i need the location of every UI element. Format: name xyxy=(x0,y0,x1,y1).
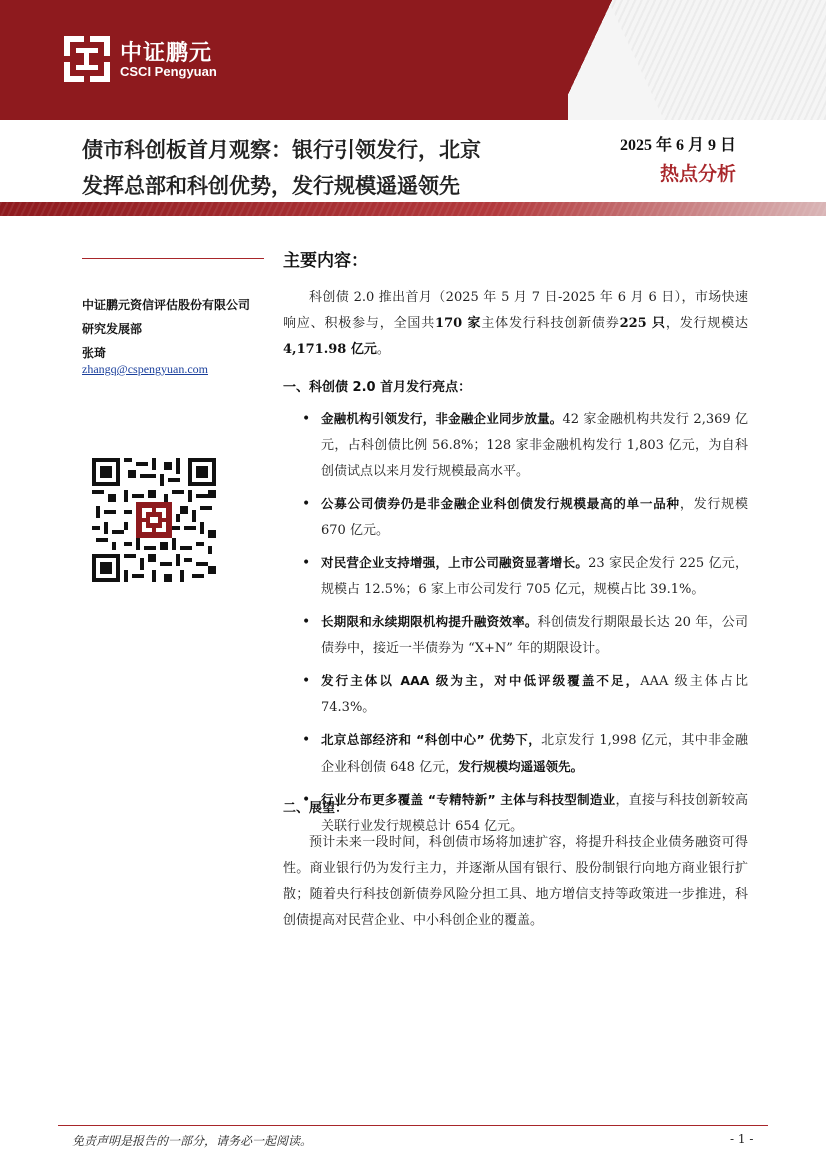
intro-text-c: 主体发行科技创新债券 xyxy=(481,316,620,331)
list-item xyxy=(300,727,748,781)
bullet-bold: 对民营企业支持增强，上市公司融资显著增长。 xyxy=(321,555,589,570)
bullet-text: 科创债发行期限最长达 20 年，公司债券中，接近一半债券为 “X+N” 年的期限设计。 xyxy=(321,615,748,656)
bullet-text: ，直接与科技创新较高关联行业发行规模总计 654 亿元。 xyxy=(321,793,748,834)
bullet-bold: 北京总部经济和 “科创中心” 优势下， xyxy=(321,732,542,747)
main-heading: 主要内容： xyxy=(283,251,368,271)
report-title-line1: 债市科创板首月观察：银行引领发行，北京 xyxy=(82,138,481,162)
bullet-bold: 发行主体以 AAA 级为主，对中低评级覆盖不足， xyxy=(321,673,641,688)
bullet-bold: 公募公司债券仍是非金融企业科创债发行规模最高的单一品种 xyxy=(321,496,680,511)
bullet-text: 北京发行 1,998 亿元，其中非金融企业科创债 648 亿元， xyxy=(321,733,749,775)
logo-text-en: CSCI Pengyuan xyxy=(120,64,217,79)
intro-bold-issuers: 170 家 xyxy=(435,316,482,331)
intro-bold-bonds: 225 只 xyxy=(619,316,666,331)
list-item xyxy=(300,406,748,485)
footer-divider xyxy=(58,1125,768,1126)
intro-paragraph xyxy=(283,285,748,363)
bullet-text: 23 家民企发行 225 亿元，规模占 12.5%；6 家上市公司发行 705 亿元，规模占比 39.1%。 xyxy=(321,556,748,597)
bullet-text: ，发行规模 670 亿元。 xyxy=(321,497,748,538)
author-email-link[interactable]: zhangq@cspengyuan.com xyxy=(82,362,209,376)
footer-disclaimer: 免责声明是报告的一部分，请务必一起阅读。 xyxy=(72,1134,313,1148)
report-category: 热点分析 xyxy=(660,163,737,185)
author-dept: 研究发展部 xyxy=(82,322,143,336)
qr-code-icon xyxy=(92,458,216,582)
highlights-list xyxy=(300,406,748,846)
list-item xyxy=(300,668,748,721)
author-block xyxy=(82,293,250,365)
logo-text-cn: 中证鹏元 xyxy=(120,41,213,66)
author-org: 中证鹏元资信评估股份有限公司 xyxy=(82,298,251,312)
page-number: - 1 - xyxy=(730,1132,754,1146)
bullet-text: 42 家金融机构共发行 2,369 亿元，占科创债比例 56.8%；128 家非金融机构发行 1,803 亿元，为自科创债试点以来月发行规模最高水平。 xyxy=(321,412,748,479)
bullet-bold-tail: 发行规模均遥遥领先。 xyxy=(458,759,584,774)
intro-text-e: 。 xyxy=(376,342,390,357)
bullet-text: AAA 级主体占比 74.3%。 xyxy=(321,674,748,715)
section-1-heading: 一、科创债 2.0 首月发行亮点： xyxy=(283,380,472,395)
bullet-bold: 长期限和永续期限机构提升融资效率。 xyxy=(321,614,538,629)
title-divider-band xyxy=(0,202,826,216)
author-name: 张琦 xyxy=(82,346,107,360)
bullet-bold: 金融机构引领发行，非金融企业同步放量。 xyxy=(321,411,563,426)
report-title-line2: 发挥总部和科创优势，发行规模遥遥领先 xyxy=(82,174,460,198)
list-item xyxy=(300,491,748,544)
csci-logo-mark-icon xyxy=(62,34,112,84)
report-date: 2025 年 6 月 9 日 xyxy=(620,137,737,154)
section-2-heading: 二、展望： xyxy=(283,801,349,816)
outlook-paragraph: 预计未来一段时间，科创债市场将加速扩容，将提升科技企业债务融资可得性。商业银行仍为发行主力，并逐渐从国有银行、股份制银行向地方商业银行扩散；随着央行科技创新债券风险分担工具、地方增信支持等政策进一步推进，科创债提高对民营企业、中小科创企业的覆盖。 xyxy=(283,835,748,928)
list-item xyxy=(300,609,748,662)
list-item xyxy=(300,550,748,603)
intro-bold-amount: 4,171.98 亿元 xyxy=(283,342,377,357)
intro-text-a: 科创债 2.0 推出首月（2025 年 5 月 7 日-2025 年 6 月 6 日），市场快速响应、积极参与，全国共 xyxy=(283,290,748,331)
report-title xyxy=(82,132,602,204)
intro-text-d: ，发行规模达 xyxy=(665,316,748,331)
bullet-bold: 行业分布更多覆盖 “专精特新” 主体与科技型制造业 xyxy=(321,792,616,807)
author-divider xyxy=(82,258,264,259)
